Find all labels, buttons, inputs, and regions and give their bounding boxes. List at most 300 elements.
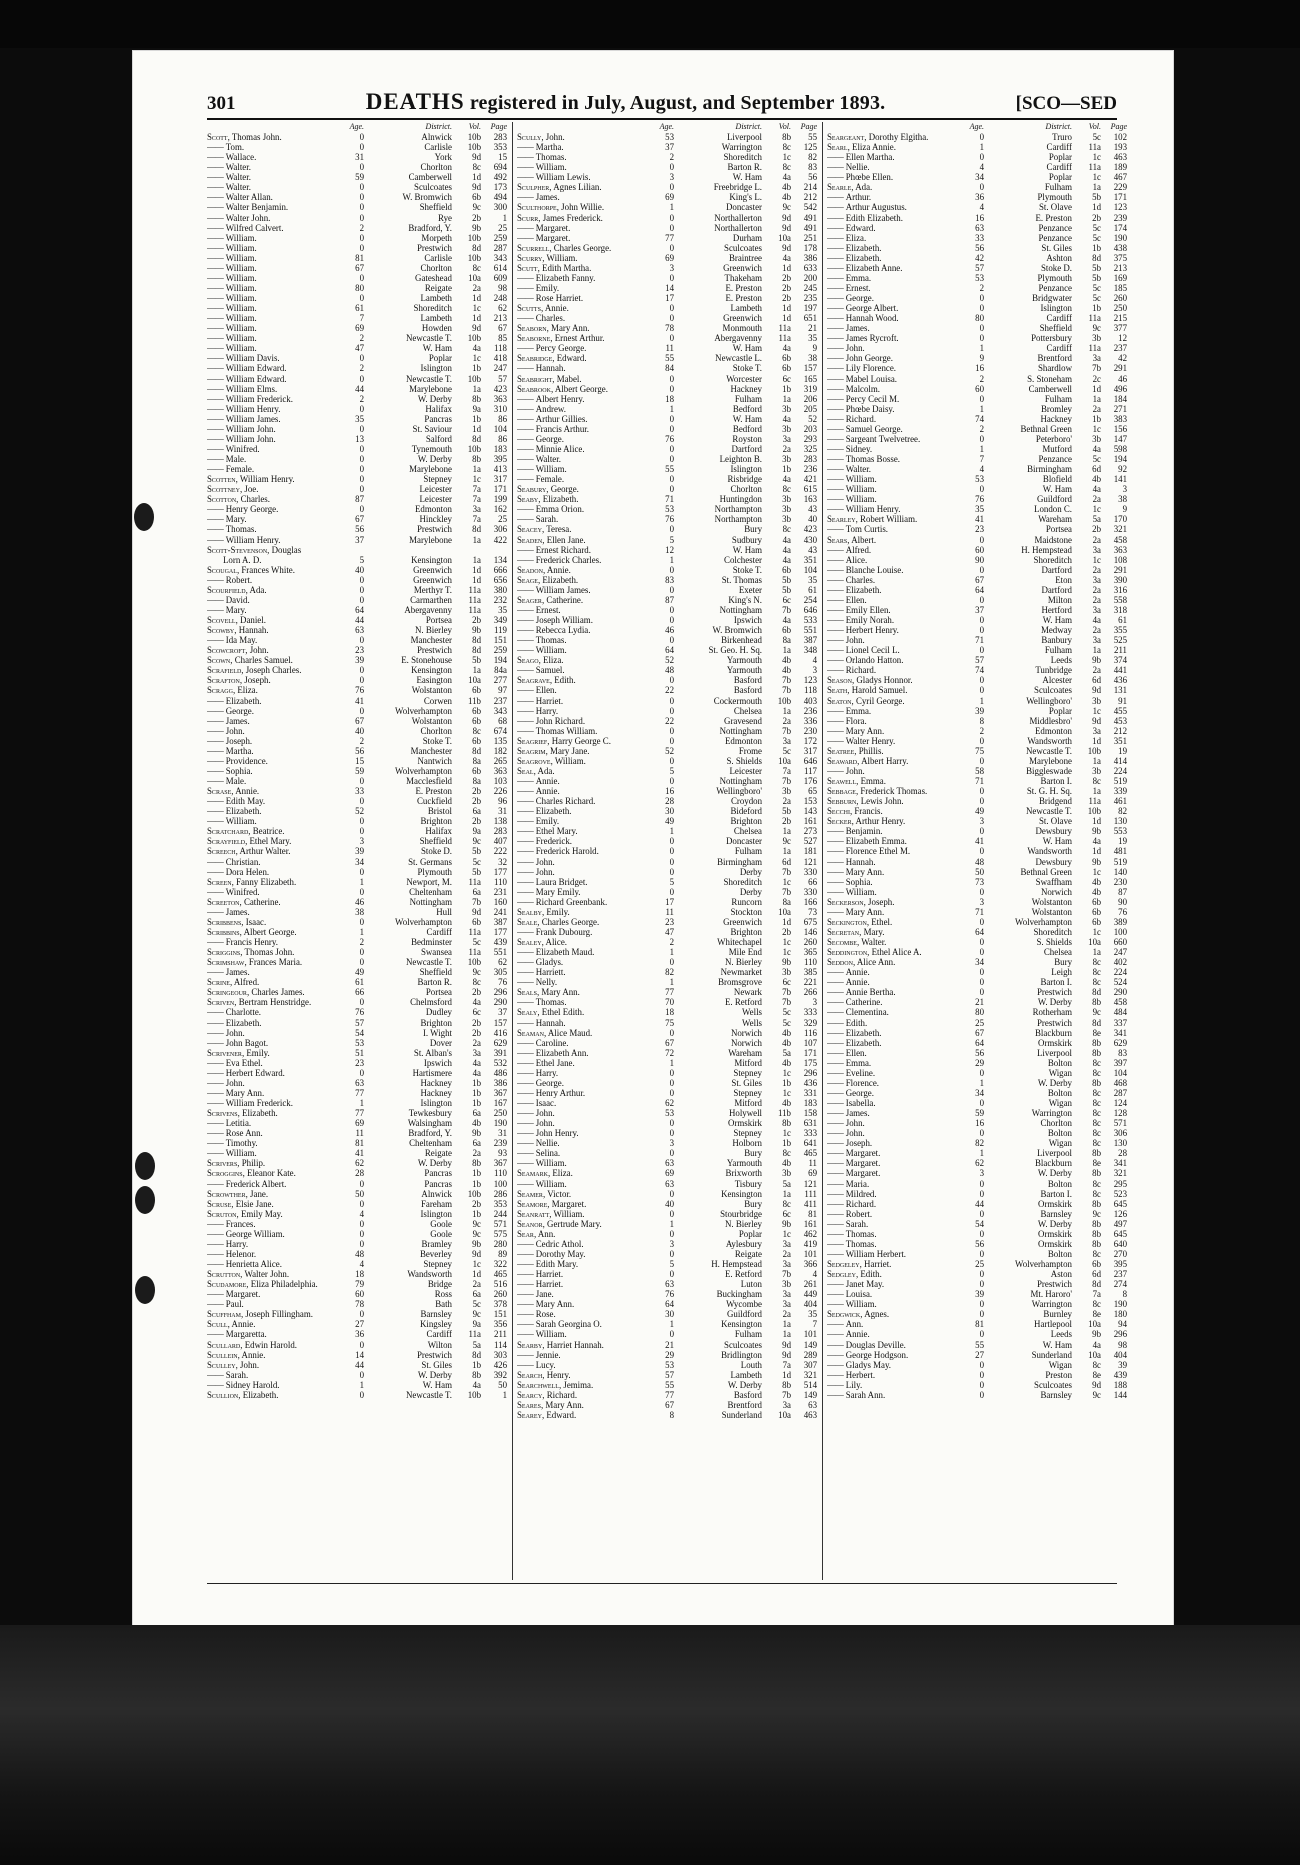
- entry-page: 675: [803, 916, 817, 927]
- entry-age: 1: [669, 1218, 674, 1229]
- entry-age: 0: [979, 1208, 984, 1219]
- entry-surname: Scriggins: [207, 947, 241, 958]
- entry-name: Scull, Annie.: [207, 1319, 256, 1330]
- entry-name: —— Henry George.: [207, 504, 344, 514]
- entry-district: Norwich: [1040, 886, 1072, 897]
- entry-surname: Scutts: [517, 303, 541, 314]
- entry-surname: Searby: [517, 1339, 543, 1350]
- entry-page: 211: [494, 1329, 507, 1340]
- entry-page: 316: [1113, 584, 1127, 595]
- register-entry: [517, 202, 817, 212]
- entry-page: 118: [494, 343, 507, 354]
- entry-age: 0: [669, 333, 674, 344]
- entry-district: Reigate: [734, 1248, 762, 1259]
- register-entry: [517, 1078, 817, 1088]
- register-entry: [827, 696, 1127, 706]
- register-entry: [827, 917, 1127, 927]
- entry-district: Prestwich: [416, 524, 452, 535]
- page-title: [366, 89, 886, 115]
- entry-age: 16: [975, 212, 984, 223]
- entry-age: 0: [359, 957, 364, 968]
- register-entry: [517, 917, 817, 927]
- register-entry: [827, 776, 1127, 786]
- register-entry: [207, 706, 507, 716]
- entry-name: Screen, Fanny Elizabeth.: [207, 876, 297, 887]
- entry-page: 104: [1113, 1067, 1127, 1078]
- entry-vol: 8c: [1092, 1359, 1101, 1370]
- entry-district: Liverpool: [1037, 1148, 1072, 1159]
- entry-district: Hackney: [730, 383, 762, 394]
- entry-vol: 7b: [782, 866, 791, 877]
- register-entry: [207, 1229, 507, 1239]
- entry-name: Scullein, Annie.: [207, 1349, 266, 1360]
- entry-name: —— John.: [517, 857, 654, 867]
- entry-vol: 5b: [472, 655, 481, 666]
- entry-vol: 9b: [782, 1218, 791, 1229]
- entry-name: —— Richard.: [827, 665, 964, 675]
- entry-district: Bramley: [421, 1238, 452, 1249]
- entry-age: 1: [979, 443, 984, 454]
- entry-age: 70: [665, 997, 674, 1008]
- entry-name: —— Rebecca Lydia.: [517, 625, 654, 635]
- entry-age: 1: [359, 1379, 364, 1390]
- entry-vol: 4a: [782, 413, 791, 424]
- entry-page: 322: [493, 1259, 507, 1269]
- entry-name: —— William.: [207, 303, 344, 313]
- entry-vol: 7b: [782, 776, 791, 786]
- entry-district: Sunderland: [1031, 1349, 1072, 1360]
- entry-vol: 9c: [472, 836, 481, 847]
- entry-surname: Scrase: [207, 786, 232, 797]
- entry-name: —— William.: [517, 1179, 654, 1189]
- register-entry: [827, 253, 1127, 263]
- entry-name: —— Harriet.: [517, 1279, 654, 1289]
- register-entry: [207, 927, 507, 937]
- punch-hole: [135, 1276, 155, 1304]
- register-entry: [517, 1259, 817, 1269]
- register-entry: [517, 535, 817, 545]
- entry-age: 0: [979, 1269, 984, 1280]
- entry-name: —— John.: [827, 343, 964, 353]
- entry-vol: 8b: [472, 1158, 481, 1169]
- entry-vol: 1b: [472, 1359, 481, 1370]
- register-entry: [827, 1007, 1127, 1017]
- entry-surname: Scrayfield: [207, 836, 246, 847]
- register-entry: [517, 1179, 817, 1189]
- register-entry: [207, 1259, 507, 1269]
- entry-age: 0: [359, 675, 364, 686]
- entry-vol: 8c: [1092, 1118, 1101, 1129]
- entry-vol: 8c: [1092, 957, 1101, 968]
- register-entry: [827, 454, 1127, 464]
- entry-surname: Scragg: [207, 685, 233, 696]
- register-entry: [517, 1128, 817, 1138]
- entry-name: —— Christian.: [207, 857, 344, 867]
- entry-vol: 3a: [1092, 635, 1101, 646]
- column-divider: [822, 122, 823, 1580]
- entry-district: Corwen: [423, 695, 452, 706]
- entry-district: E. Stonehouse: [401, 655, 452, 666]
- entry-page: 265: [493, 755, 507, 766]
- entry-name: —— Rose.: [517, 1309, 654, 1319]
- entry-age: 71: [975, 776, 984, 786]
- entry-vol: 5c: [1092, 282, 1101, 293]
- register-entry: [207, 1289, 507, 1299]
- entry-age: 34: [975, 1087, 984, 1098]
- entry-age: 57: [665, 1369, 674, 1380]
- entry-name: —— Eveline.: [827, 1068, 964, 1078]
- entry-district: E. Retford: [725, 997, 762, 1008]
- entry-vol: 6b: [782, 564, 791, 575]
- entry-district: Fulham: [1044, 645, 1072, 656]
- entry-name: —— William.: [207, 323, 344, 333]
- entry-age: 0: [359, 202, 364, 213]
- register-entry: [827, 434, 1127, 444]
- entry-district: Macclesfield: [406, 776, 452, 786]
- entry-name: Seamark, Eliza.: [517, 1168, 573, 1179]
- entry-page: 260: [803, 937, 817, 947]
- register-entry: [517, 1370, 817, 1380]
- entry-name: Sculthorpe, John Willie.: [517, 202, 605, 213]
- register-entry: [827, 172, 1127, 182]
- entry-name: Screeton, Catherine.: [207, 896, 281, 907]
- entry-age: 67: [975, 1027, 984, 1038]
- entry-district: W. Ham: [1042, 484, 1072, 495]
- register-entry: [827, 927, 1127, 937]
- register-entry: [207, 464, 507, 474]
- entry-vol: 3a: [1092, 353, 1101, 364]
- entry-page: 351: [1113, 735, 1127, 746]
- entry-district: Fulham: [734, 1329, 762, 1340]
- entry-district: Islington: [420, 363, 452, 374]
- entry-page: 214: [803, 182, 817, 193]
- entry-page: 236: [803, 464, 817, 475]
- entry-page: 356: [493, 1319, 507, 1330]
- entry-vol: 9c: [1092, 323, 1101, 334]
- entry-page: 463: [1113, 152, 1127, 163]
- entry-name: —— Dora Helen.: [207, 867, 344, 877]
- entry-surname: Scuffham: [207, 1309, 241, 1320]
- entry-vol: 4a: [782, 534, 791, 545]
- entry-age: 64: [975, 1037, 984, 1048]
- entry-surname: Scruse: [207, 1198, 232, 1209]
- entry-vol: 5b: [472, 866, 481, 877]
- entry-name: —— Margaret.: [827, 1158, 964, 1168]
- entry-page: 93: [498, 1148, 507, 1159]
- entry-age: 0: [669, 1269, 674, 1280]
- entry-district: Pottersbury: [1031, 333, 1072, 344]
- entry-name: Scrayfield, Ethel Mary.: [207, 836, 292, 847]
- entry-page: 392: [493, 1369, 507, 1380]
- entry-age: 0: [359, 776, 364, 786]
- entry-age: 3: [359, 836, 364, 847]
- entry-age: 80: [975, 1007, 984, 1018]
- entry-age: 60: [975, 544, 984, 555]
- entry-age: 48: [355, 1248, 364, 1259]
- entry-age: 17: [665, 896, 674, 907]
- entry-age: 78: [665, 323, 674, 334]
- entry-age: 0: [979, 1329, 984, 1340]
- register-entry: [827, 1340, 1127, 1350]
- entry-name: Secombe, Walter.: [827, 937, 887, 947]
- entries-column-2: [517, 122, 817, 1580]
- entry-page: 101: [803, 1329, 817, 1340]
- entry-name: Seagrim, Mary Jane.: [517, 745, 590, 756]
- entry-vol: 10a: [468, 675, 481, 686]
- entry-name: —— Martha.: [207, 746, 344, 756]
- entry-vol: 8b: [472, 393, 481, 404]
- entry-name: —— Walter Benjamin.: [207, 202, 344, 212]
- entry-age: 78: [355, 1299, 364, 1310]
- register-entry: [827, 283, 1127, 293]
- entry-age: 23: [355, 645, 364, 656]
- entry-age: 53: [975, 474, 984, 485]
- entry-vol: 10a: [778, 1409, 791, 1420]
- entry-vol: 1d: [1092, 202, 1101, 213]
- entry-name: —— Jennie.: [517, 1350, 654, 1360]
- entry-vol: 1a: [472, 383, 481, 394]
- entry-district: Sculcoates: [724, 242, 762, 253]
- entry-page: 353: [493, 142, 507, 153]
- entry-age: 0: [979, 132, 984, 142]
- register-entry: [207, 273, 507, 283]
- entry-page: 402: [1113, 957, 1127, 968]
- entry-vol: 3b: [782, 1168, 791, 1179]
- entry-surname: Scrafield: [207, 665, 242, 676]
- entry-name: Scribbens, Isaac.: [207, 916, 267, 927]
- register-entry: [207, 394, 507, 404]
- entry-district: Poplar: [1048, 152, 1072, 163]
- entry-page: 1: [502, 1389, 507, 1400]
- entry-age: 0: [979, 685, 984, 696]
- entry-vol: 4b: [782, 1057, 791, 1068]
- entry-name: —— Caroline.: [517, 1038, 654, 1048]
- entry-age: 0: [669, 856, 674, 867]
- register-entry: [207, 293, 507, 303]
- entry-vol: 8c: [782, 1148, 791, 1159]
- register-entry: [207, 1249, 507, 1259]
- register-entry: [517, 625, 817, 635]
- entry-district: Easington: [416, 675, 452, 686]
- entry-name: —— John.: [517, 1108, 654, 1118]
- entry-name: Scotton, Charles.: [207, 494, 270, 505]
- register-entry: [517, 877, 817, 887]
- entry-age: 28: [665, 796, 674, 807]
- entry-vol: 8c: [1092, 1128, 1101, 1139]
- entry-page: 273: [803, 826, 817, 837]
- entry-page: 363: [493, 765, 507, 776]
- entry-age: 0: [669, 162, 674, 173]
- entry-district: Swaffham: [1035, 876, 1072, 887]
- entry-district: Wandsworth: [407, 1269, 452, 1280]
- entry-age: 0: [669, 454, 674, 464]
- register-entry: [827, 1068, 1127, 1078]
- register-entry: [517, 957, 817, 967]
- entry-vol: 6b: [782, 625, 791, 636]
- column-head-pg: Page: [800, 122, 817, 131]
- entry-district: Cardiff: [426, 1329, 452, 1340]
- entry-name: —— Ann.: [827, 1319, 964, 1329]
- entry-age: 22: [665, 715, 674, 726]
- entry-age: 2: [359, 222, 364, 233]
- entry-district: W. Derby: [1037, 1077, 1072, 1088]
- entry-age: 0: [359, 162, 364, 173]
- entry-age: 25: [975, 1017, 984, 1028]
- entry-age: 62: [355, 1158, 364, 1169]
- entry-district: Mutford: [1042, 443, 1072, 454]
- register-entry: [827, 182, 1127, 192]
- entry-district: Barton I.: [1040, 1188, 1072, 1199]
- entry-district: Ormskirk: [1037, 1198, 1072, 1209]
- entry-vol: 4a: [782, 252, 791, 263]
- register-entry: [207, 776, 507, 786]
- entry-vol: 4b: [1092, 474, 1101, 485]
- punch-hole: [135, 1186, 155, 1214]
- entry-name: Searle, Ada.: [827, 182, 873, 193]
- entry-surname: Scruton: [207, 1208, 237, 1219]
- entry-age: 0: [359, 1228, 364, 1239]
- register-entry: [207, 786, 507, 796]
- entry-page: 31: [498, 1128, 507, 1139]
- entry-vol: 11a: [468, 876, 481, 887]
- entry-age: 67: [665, 1037, 674, 1048]
- entry-page: 110: [804, 957, 817, 968]
- entry-surname: Seals: [517, 987, 537, 998]
- entry-name: —— John Richard.: [517, 716, 654, 726]
- entry-surname: Searcy: [517, 1389, 543, 1400]
- entry-vol: 9b: [472, 625, 481, 636]
- entry-district: Halifax: [425, 403, 452, 414]
- entry-district: Alcester: [1042, 675, 1072, 686]
- entry-vol: 1c: [782, 937, 791, 947]
- entry-district: Preston: [1045, 1369, 1072, 1380]
- entry-surname: Scroggins: [207, 1168, 243, 1179]
- entry-name: —— William Elms.: [207, 384, 344, 394]
- entry-district: Wolverhampton: [1015, 916, 1072, 927]
- entry-page: 97: [498, 685, 507, 696]
- entry-name: —— William Frederick.: [207, 1098, 344, 1108]
- entry-age: 18: [665, 1007, 674, 1018]
- entry-page: 391: [493, 1047, 507, 1058]
- entry-district: W. Ham: [732, 413, 762, 424]
- entry-vol: 7a: [1092, 1289, 1101, 1300]
- register-entry: [207, 504, 507, 514]
- entry-page: 56: [808, 172, 817, 183]
- entry-vol: 5c: [472, 1299, 481, 1310]
- register-entry: [827, 202, 1127, 212]
- register-entry: [207, 1199, 507, 1209]
- entry-name: —— Walter.: [207, 172, 344, 182]
- entry-name: —— Samuel George.: [827, 424, 964, 434]
- entry-page: 176: [803, 776, 817, 786]
- entry-age: 76: [975, 494, 984, 505]
- entry-vol: 11a: [468, 947, 481, 958]
- entry-name: —— Phœbe Ellen.: [827, 172, 964, 182]
- entry-vol: 4b: [782, 192, 791, 203]
- entry-age: 69: [355, 1118, 364, 1129]
- entry-page: 553: [1113, 826, 1127, 837]
- register-entry: [207, 202, 507, 212]
- entry-name: —— Mary Ann.: [827, 907, 964, 917]
- entry-district: Prestwich: [416, 242, 452, 253]
- entry-vol: 7b: [782, 997, 791, 1008]
- entry-name: —— Clementina.: [827, 1007, 964, 1017]
- entry-vol: 2b: [782, 926, 791, 937]
- entry-vol: 3b: [782, 454, 791, 464]
- entry-page: 291: [1113, 564, 1127, 575]
- entry-age: 0: [359, 947, 364, 958]
- entry-name: —— Emma.: [827, 706, 964, 716]
- entry-page: 533: [803, 615, 817, 625]
- entry-vol: 9c: [782, 202, 791, 213]
- entry-age: 0: [359, 504, 364, 515]
- entry-age: 0: [359, 293, 364, 303]
- entry-name: —— William.: [517, 162, 654, 172]
- entry-vol: 4a: [1092, 484, 1101, 495]
- entry-page: 211: [1114, 645, 1127, 656]
- entry-vol: 11a: [1088, 142, 1101, 153]
- entry-page: 247: [1113, 947, 1127, 958]
- register-entry: [827, 1259, 1127, 1269]
- entry-district: W. Ham: [1042, 1339, 1072, 1350]
- entry-vol: 1a: [782, 1329, 791, 1340]
- register-entry: [517, 977, 817, 987]
- entry-page: 212: [1113, 725, 1127, 736]
- entry-page: 161: [803, 1218, 817, 1229]
- entry-name: —— Eliza.: [827, 233, 964, 243]
- entry-district: Stourbridge: [720, 1208, 762, 1219]
- entry-name: —— Margaret.: [517, 233, 654, 243]
- entry-vol: 4a: [1092, 615, 1101, 625]
- register-entry: [517, 947, 817, 957]
- entry-vol: 8d: [1092, 1279, 1101, 1290]
- register-entry: [517, 152, 817, 162]
- entry-age: 0: [979, 1379, 984, 1390]
- entry-age: 0: [359, 192, 364, 203]
- entry-age: 31: [355, 152, 364, 163]
- entry-district: Tewkesbury: [408, 1108, 452, 1119]
- entry-page: 377: [1113, 323, 1127, 334]
- entry-district: Tisbury: [734, 1178, 762, 1189]
- register-entry: [517, 1088, 817, 1098]
- entry-name: Scrine, Alfred.: [207, 977, 260, 988]
- entry-surname: Scotten: [207, 474, 236, 485]
- entry-page: 516: [493, 1279, 507, 1290]
- entry-age: 69: [665, 192, 674, 203]
- entry-vol: 8c: [472, 262, 481, 273]
- entry-district: Morpeth: [421, 232, 452, 243]
- entry-name: —— Isabella.: [827, 1098, 964, 1108]
- entry-vol: 6b: [472, 705, 481, 716]
- column-head-name: [517, 122, 654, 132]
- register-entry: [207, 565, 507, 575]
- register-entry: [827, 867, 1127, 877]
- entry-vol: 1c: [472, 303, 481, 314]
- entry-name: —— John.: [827, 1128, 964, 1138]
- entry-page: 416: [493, 1027, 507, 1038]
- entry-age: 0: [979, 1188, 984, 1199]
- entry-district: Huntingdon: [719, 494, 762, 505]
- entry-page: 194: [493, 655, 507, 666]
- entry-page: 160: [493, 896, 507, 907]
- register-entry: [827, 1108, 1127, 1118]
- entry-age: 87: [355, 494, 364, 505]
- register-entry: [827, 243, 1127, 253]
- entry-vol: 4b: [1092, 886, 1101, 897]
- entry-age: 54: [355, 1027, 364, 1038]
- entry-vol: 4b: [1092, 876, 1101, 887]
- entry-age: 0: [979, 323, 984, 334]
